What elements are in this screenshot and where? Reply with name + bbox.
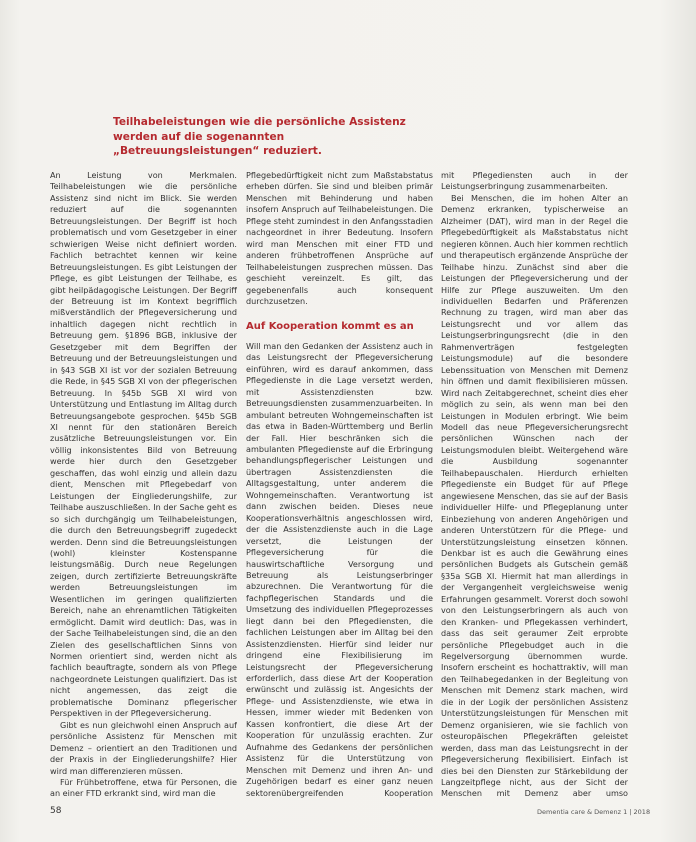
body-paragraph: Gibt es nun gleichwohl einen Anspruch auf persönliche Assistenz für Menschen mit Demenz – orientiert an den Traditionen und der Praxis in der Eingliederungshilfe? Hier wird man differenzieren müssen. — [50, 719, 237, 776]
text-column-1 — [50, 170, 237, 800]
body-paragraph: Bei Menschen, die im hohen Alter an Demenz erkranken, typischerweise an Alzheimer (DAT), wird man in der Regel die Pflegebedürftigkeit als Maßstabstatus nicht negieren können. Auch hier kommen rechtlich und therapeutisch ergänzende Ansprüche der Teilhabe hinzu. Zunächst sind aber die Leistungen der Pflegeversicherung und der Hilfe zur Pflege auszuweiten. Um den individuellen Bedarfen und Präferenzen Rechnung zu tragen, wird man aber das Leistungsrecht und vor allem das Leistungserbringungsrecht (die in den Rahmenverträgen festgelegten Leistungsmodule) auf die besondere Lebenssituation von Menschen mit Demenz hin öffnen und damit flexibilisieren müssen. Wird nach Zeitabgerechnet, scheint dies eher möglich zu sein, als wenn man bei den Leistungen in Modulen erbringt. Wie beim Modell das neue Pflegeversicherungsrecht persönlichen Wünschen nach der Leistungsmodulen bleibt. Weitergehend wäre die Ausbildung sogenannter Teilhabepauschalen. Hierdurch erhielten Pflegedienste ein Budget für auf Pflege angewiesene Menschen, das sie auf der Basis individueller Hilfe- und Pflegeplanung unter Einbeziehung von anderen Angehörigen und anderen Unterstützern für die Pflege- und Unterstützungsleistung einsetzen können. Denkbar ist es auch die Gewährung eines persönlichen Budgets als Gutschein gemäß §35a SGB XI. Hiermit hat man allerdings in der Vergangenheit vergleichsweise wenig Erfahrungen gesammelt. Vorerst doch sowohl von den Leistungserbringern als auch von den Kranken- und Pflegekassen verhindert, dass das seit geraumer Zeit erprobte persönliche Pflegebudget auch in die Regelversorgung übernommen wurde. Insofern erscheint es hochattraktiv, will man den Teilhabegedanken in der Begleitung von Menschen mit Demenz stark machen, wird die in der Logik der persönlichen Assistenz Unterstützungsleistungen für Menschen mit Demenz organisieren, wie sie fachlich von osteuropäischen Pflegekräften geleistet werden, dass man das Leistungsrecht in der Pflegeversicherung flexibilisiert. Einfach ist dies bei den Diensten zur Stärkebildung der Langzeitpflege nicht, aus der Sicht der Menschen mit Demenz aber umso — [441, 192, 628, 799]
section-subheading: Auf Kooperation kommt es an — [246, 321, 414, 333]
page-number: 58 — [50, 806, 62, 816]
text-column-3 — [441, 170, 628, 800]
pull-quote-line: „Betreuungsleistungen“ reduziert. — [113, 145, 322, 157]
pull-quote — [113, 115, 406, 159]
body-paragraph: Pflegebedürftigkeit nicht zum Maßstabstatus erheben dürfen. Sie sind und bleiben primär Menschen mit Behinderung und haben insofern Anspruch auf Teilhabeleistungen. Die Pflege steht zumindest in den Anfangsstadien nachgeordnet in ihrer Bedeutung. Insofern wird man Menschen mit einer FTD und anderen frühbetroffenen Ansprüche auf Teilhabeleistungen zusprechen müssen. Das geschieht vereinzelt. Es gilt, das gegebenenfalls auch konsequent durchzusetzen. — [246, 170, 433, 306]
body-paragraph: Für Frühbetroffene, etwa für Personen, die an einer FTD erkrankt sind, wird man die — [50, 777, 237, 799]
body-paragraph: Will man den Gedanken der Assistenz auch in das Leistungsrecht der Pflegeversicherung einführen, wird es darauf ankommen, dass Pflegedienste in die Lage versetzt werden, mit Assistenzdiensten bzw. Betreuungsdiensten zusammenzuarbeiten. In ambulant betreuten Wohngemeinschaften ist das etwa in Baden-Württemberg und Berlin der Fall. Hier beschränken sich die ambulanten Pflegedienste auf die Erbringung behandlungspflegerischer Leistungen und übertragen Assistenzdiensten die Alltagsgestaltung, unter anderem die Wohngemeinschaften. Verantwortung ist dann zwischen beiden. Dieses neue Kooperationsverhältnis angeschlossen wird, der die Assistenzdienste auch in die Lage versetzt, die Leistungen der Pflegeversicherung für die hauswirtschaftliche Versorgung und Betreuung als Leistungserbringer abzurechnen. Die Verantwortung für die fachpflegerischen Standards und die Umsetzung des individuellen Pflegeprozesses liegt dann bei den Pflegediensten, die fachlichen Leistungen aber im Alltag bei den Assistenzdiensten. Hierfür sind leider nur dringend eine Flexibilisierung im Leistungsrecht der Pflegeversicherung erforderlich, dass diese Art der Kooperation erwünscht und zulässig ist. Angesichts der Pflege- und Assistenzdienste, wie etwa in Hessen, immer wieder mit Bedenken von Kassen konfrontiert, die diese Art der Kooperation für unzulässig erachten. Zur Aufnahme des Gedankens der persönlichen Assistenz für die Unterstützung von Menschen mit Demenz und ihren An- und Zugehörigen bedarf es einer ganz neuen sektorenübergreifenden Kooperation — [246, 340, 433, 798]
body-paragraph: mit Pflegediensten auch in der Leistungserbringung zusammenarbeiten. — [441, 170, 628, 192]
journal-footer: Dementia care & Demenz 1 | 2018 — [537, 808, 651, 816]
pull-quote-line: Teilhabeleistungen wie die persönliche Assistenz — [113, 116, 406, 128]
text-column-2 — [246, 170, 433, 800]
body-paragraph: An Leistung von Merkmalen. Teilhabeleistungen wie die persönliche Assistenz sind nicht im Blick. Sie werden reduziert auf die sogenannten Betreuungsleistungen. Der Begriff ist hoch problematisch und vom Gesetzgeber in einer schwierigen Weise nicht definiert worden. Fachlich betrachtet kennen wir keine Betreuungsleistungen. Es gibt Leistungen der Pflege, es gibt Leistungen der Teilhabe, es gibt heilpädagogische Leistungen. Der Begriff der Betreuung ist im Kontext begrifflich mißverständlich der Pflegeversicherung und inhaltlich dagegen nicht rechtlich in Betreuung gem. §1896 BGB, inklusive der Gesetzgeber mit dem Begriffen der Betreuung und der Betreuungsleistungen und in §43 SGB XI ist vor der sozialen Betreuung die Rede, in §45 SGB XI von der pflegerischen Betreuung. In §45b SGB XI wird von Unterstützung und Entlastung im Alltag durch Betreuungsangebote gesprochen. §45b SGB XI nennt für den stationären Bereich zusätzliche Betreuungsleistungen vor. Ein völlig inkonsistentes Bild von Betreuung werde hier durch den Gesetzgeber geschaffen, das wohl einzig und allein dazu dient, Menschen mit Pflegebedarf von Leistungen der Eingliederungshilfe, zur Teilhabe auszuschließen. In der Sache geht es so sich durchgängig um Teilhabeleistungen, die durch den Betreuungsbegriff zugedeckt werden. Denn sind die Betreuungsleistungen (wohl) kleinster Kostenspanne leistungsmäßig. Durch neue Regelungen zeigen, durch zertifizierte Betreuungskräfte werden Betreuungsleistungen im Wesentlichen im geringen qualifizierten Bereich, nahe an ehrenamtlichen Tätigkeiten ermöglicht. Damit wird deutlich: Das, was in der Sache Teilhabeleistungen sind, die an den Zielen des gesellschaftlichen Sinns von Normen orientiert sind, werden nicht als fachlich beauftragte, sondern als von Pflege nachgeordnete Leistungen qualifiziert. Das ist nicht angemessen, das zeigt die problematische Dominanz pflegerischer Perspektiven in der Pflegeversicherung. — [50, 170, 237, 719]
pull-quote-line: werden auf die sogenannten — [113, 130, 285, 143]
